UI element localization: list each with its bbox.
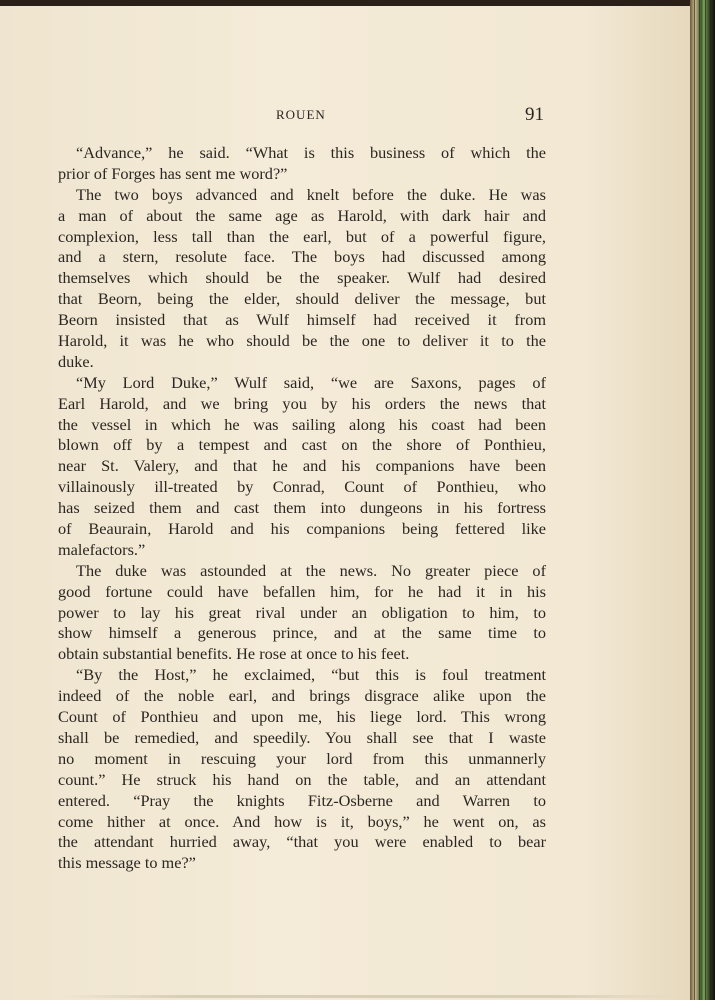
text-line: prior of Forges has sent me word?” [58,163,288,183]
text-line: that Beorn, being the elder, should deliver the message, but [58,289,546,309]
text-line: a man of about the same age as Harold, with dark hair and [58,205,546,225]
text-line: obtain substantial benefits. He rose at once to his feet. [58,644,410,664]
text-line: and a stern, resolute face. The boys had discussed among [58,247,546,267]
text-line: Earl Harold, and we bring you by his orders the news that [58,393,546,413]
page-bottom-edge [60,995,680,998]
text-line: good fortune could have befallen him, for he had it in his [58,581,546,601]
text-line: near St. Valery, and that he and his companions have been [58,456,546,476]
text-line: complexion, less tall than the earl, but of a powerful figure, [58,226,546,246]
book-spine [690,0,715,1000]
text-line: blown off by a tempest and cast on the shore of Ponthieu, [58,435,546,455]
text-line: “By the Host,” he exclaimed, “but this is foul treatment [76,665,546,685]
text-line: the attendant hurried away, “that you were enabled to bear [58,832,546,852]
text-line: of Beaurain, Harold and his companions being fettered like [58,519,546,539]
text-line: this message to me?” [58,853,196,873]
text-line: “My Lord Duke,” Wulf said, “we are Saxons, pages of [76,372,546,392]
body-text [58,143,546,874]
text-line: entered. “Pray the knights Fitz-Osberne and Warren to [58,790,546,810]
text-line: come hither at once. And how is it, boys,” he went on, as [58,811,546,831]
spine-line [694,0,695,1000]
text-line: the vessel in which he was sailing along his coast had been [58,414,546,434]
text-line: Beorn insisted that as Wulf himself had received it from [58,310,546,330]
text-line: “Advance,” he said. “What is this business of which the [76,143,546,162]
page-header [58,104,546,128]
text-line: The duke was astounded at the news. No greater piece of [76,560,546,580]
text-line: power to lay his great rival under an obligation to him, to [58,602,546,622]
text-line: themselves which should be the speaker. Wulf had desired [58,268,546,288]
spine-line [710,0,711,1000]
page-number: 91 [525,104,544,125]
text-line: indeed of the noble earl, and brings disgrace alike upon the [58,686,546,706]
running-head: ROUEN [276,107,326,122]
text-line: count.” He struck his hand on the table, and an attendant [58,769,546,789]
text-line: no moment in rescuing your lord from this unmannerly [58,748,546,768]
spine-line [699,0,700,1000]
text-line: has seized them and cast them into dungeons in his fortress [58,498,546,518]
spine-line [705,0,706,1000]
text-line: villainously ill-treated by Conrad, Count of Ponthieu, who [58,477,546,497]
text-line: The two boys advanced and knelt before the duke. He was [76,184,546,204]
text-line: malefactors.” [58,539,146,559]
text-line: duke. [58,351,94,371]
text-line: Count of Ponthieu and upon me, his liege lord. This wrong [58,707,546,727]
text-line: shall be remedied, and speedily. You shall see that I waste [58,727,546,747]
text-line: Harold, it was he who should be the one to deliver it to the [58,331,546,351]
text-line: show himself a generous prince, and at the same time to [58,623,546,643]
